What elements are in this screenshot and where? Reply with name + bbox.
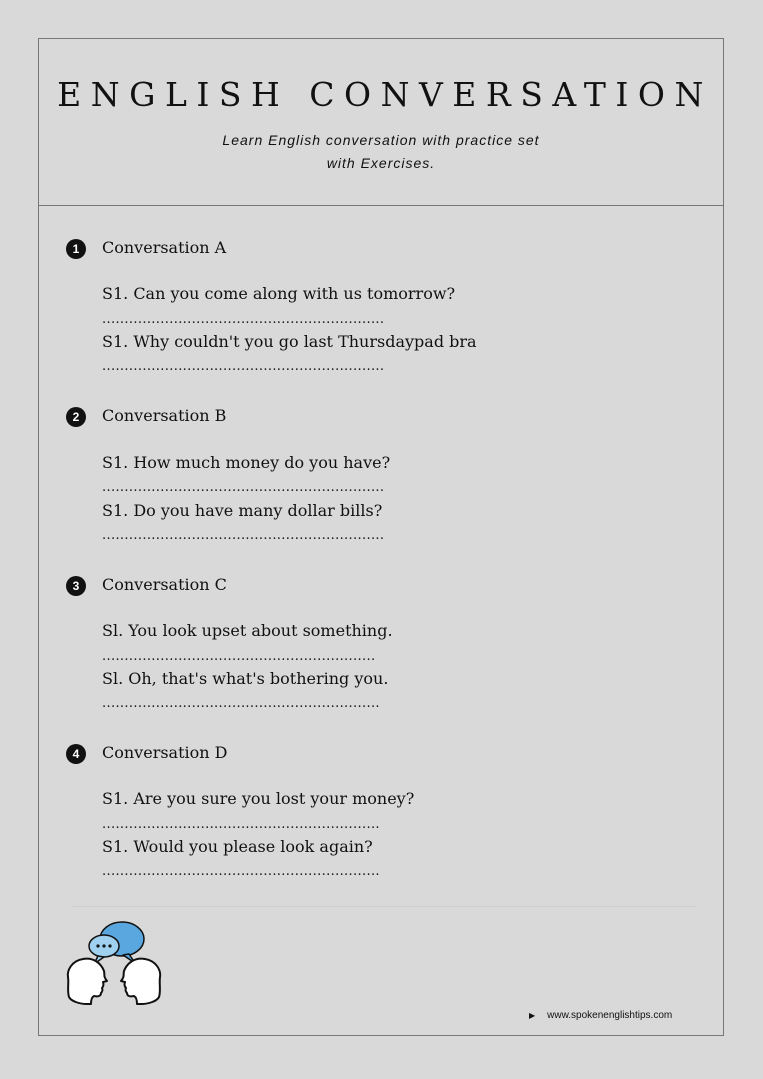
conversation-section-a — [66, 236, 706, 374]
answer-line: ............................................................... — [102, 480, 385, 495]
subtitle — [39, 129, 723, 175]
section-heading — [66, 573, 706, 597]
answer-line: .............................................................. — [102, 696, 380, 711]
section-title: Conversation D — [102, 743, 228, 762]
question: Sl. Oh, that's what's bothering you. — [102, 669, 389, 688]
number-badge-icon: 1 — [66, 239, 86, 259]
section-heading — [66, 741, 706, 765]
question: S1. Can you come along with us tomorrow? — [102, 284, 456, 303]
subtitle-line-1: Learn English conversation with practice set — [222, 132, 540, 148]
number-badge-icon: 4 — [66, 744, 86, 764]
conversation-heads-icon — [65, 919, 165, 1013]
answer-line: ............................................................... — [102, 312, 385, 327]
section-title: Conversation A — [102, 238, 227, 257]
divider — [71, 906, 697, 907]
conversation-section-c — [66, 573, 706, 711]
question: S1. How much money do you have? — [102, 453, 391, 472]
question: S1. Why couldn't you go last Thursdaypad bra — [102, 332, 477, 351]
worksheet-frame — [38, 38, 724, 1036]
header — [39, 39, 723, 206]
section-title: Conversation B — [102, 406, 227, 425]
subtitle-line-2: with Exercises. — [326, 155, 436, 171]
conversation-section-d — [66, 741, 706, 879]
footer — [529, 1010, 672, 1021]
page-title: ENGLISH CONVERSATION — [57, 75, 713, 114]
conversation-section-b — [66, 404, 706, 543]
number-badge-icon: 3 — [66, 576, 86, 596]
question: Sl. You look upset about something. — [102, 621, 393, 640]
question: S1. Are you sure you lost your money? — [102, 789, 415, 808]
answer-line: .............................................................. — [102, 817, 380, 832]
website-link[interactable]: www.spokenenglishtips.com — [547, 1010, 673, 1021]
answer-line: .............................................................. — [102, 864, 380, 879]
section-heading — [66, 404, 706, 428]
question: S1. Do you have many dollar bills? — [102, 501, 383, 520]
section-heading — [66, 236, 706, 260]
question: S1. Would you please look again? — [102, 837, 373, 856]
answer-line: ............................................................... — [102, 528, 385, 543]
answer-line: ............................................................... — [102, 359, 385, 374]
play-arrow-icon: ▶ — [529, 1011, 536, 1020]
section-title: Conversation C — [102, 575, 227, 594]
answer-line: ............................................................. — [102, 649, 376, 664]
number-badge-icon: 2 — [66, 407, 86, 427]
